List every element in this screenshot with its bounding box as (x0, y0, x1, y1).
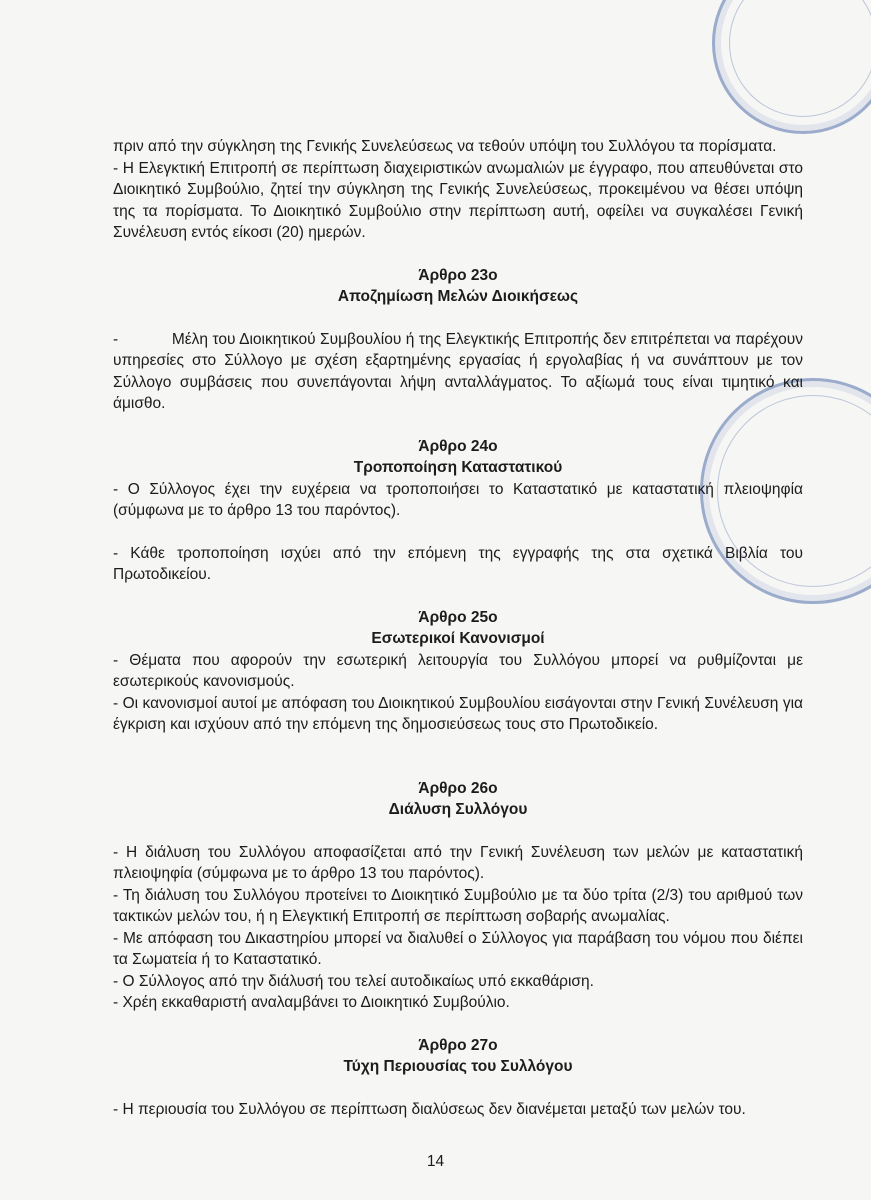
paragraph: - Χρέη εκκαθαριστή αναλαμβάνει το Διοικητικό Συμβούλιο. (113, 994, 510, 1011)
article-heading: Άρθρο 24ο (418, 437, 498, 455)
paragraph: - Η διάλυση του Συλλόγου αποφασίζεται από την Γενική Συνέλευση των μελών με καταστατική πλειοψηφία (σύμφωνα με το άρθρο 13 του παρόντος). (113, 843, 803, 882)
spacer (113, 1078, 803, 1099)
spacer (113, 244, 803, 265)
paragraph: - Η περιουσία του Συλλόγου σε περίπτωση διαλύσεως δεν διανέμεται μεταξύ των μελών του. (113, 1100, 746, 1118)
article-heading: Αποζημίωση Μελών Διοικήσεως (337, 288, 579, 305)
spacer (113, 1014, 803, 1035)
spacer (113, 821, 803, 842)
article-heading: Εσωτερικοί Κανονισμοί (371, 630, 545, 647)
article-heading: Διάλυση Συλλόγου (388, 801, 528, 818)
spacer (113, 308, 803, 329)
spacer (113, 736, 803, 757)
article-heading: Άρθρο 27ο (418, 1036, 498, 1054)
spacer (113, 522, 803, 543)
document-body (113, 136, 803, 1120)
paragraph: - Τη διάλυση του Συλλόγου προτείνει το Διοικητικό Συμβούλιο με τα δύο τρίτα (2/3) του αριθμού των τακτικών μελών του, ή η Ελεγκτική Επιτροπή σε περίπτωση σοβαρής ανωμαλίας. (113, 886, 803, 925)
page-number: 14 (426, 1153, 445, 1170)
paragraph: - Η Ελεγκτική Επιτροπή σε περίπτωση διαχειριστικών ανωμαλιών με έγγραφο, που απευθύνεται στο Διοικητικό Συμβούλιο, ζητεί την σύγκληση της Γενικής Συνελεύσεως, προκειμένου να θέσει υπόψη της τα πορίσματα. Το Διοικητικό Συμβούλιο στην περίπτωση αυτή, οφείλει να συγκαλέσει Γενική Συνέλευση εντός είκοσι (20) ημερών. (113, 159, 803, 241)
article-heading: Τύχη Περιουσίας του Συλλόγου (343, 1058, 573, 1075)
paragraph: πριν από την σύγκληση της Γενικής Συνελεύσεως να τεθούν υπόψη του Συλλόγου τα πορίσματα. (113, 138, 777, 155)
spacer (113, 415, 803, 436)
spacer (113, 757, 803, 778)
paragraph: - Μέλη του Διοικητικού Συμβουλίου ή της Ελεγκτικής Επιτροπής δεν επιτρέπεται να παρέχουν υπηρεσίες στο Σύλλογο με σχέση εξαρτημένης εργασίας ή εργολαβίας ή να συνάπτουν με τον Σύλλογο συμβάσεις που συνεπάγονται λήψη ανταλλάγματος. Το αξίωμά τους είναι τιμητικό και άμισθο. (113, 330, 803, 412)
paragraph: - Ο Σύλλογος έχει την ευχέρεια να τροποποιήσει το Καταστατικό με καταστατική πλειοψηφία (σύμφωνα με το άρθρο 13 του παρόντος). (113, 480, 803, 519)
article-heading: Άρθρο 23ο (418, 266, 498, 284)
paragraph: - Θέματα που αφορούν την εσωτερική λειτουργία του Συλλόγου μπορεί να ρυθμίζονται με εσωτερικούς κανονισμούς. (113, 651, 803, 690)
article-heading: Τροποποίηση Καταστατικού (353, 459, 563, 476)
paragraph: - Οι κανονισμοί αυτοί με απόφαση του Διοικητικού Συμβουλίου εισάγονται στην Γενική Συνέλευση για έγκριση και ισχύουν από την επόμενη της δημοσιεύσεως τους στο Πρωτοδικείο. (113, 694, 803, 733)
paragraph: - Κάθε τροποποίηση ισχύει από την επόμενη της εγγραφής της στα σχετικά Βιβλία του Πρωτοδικείου. (113, 544, 803, 583)
spacer (113, 586, 803, 607)
article-heading: Άρθρο 25ο (418, 608, 498, 626)
official-stamp (712, 0, 871, 134)
paragraph: - Με απόφαση του Δικαστηρίου μπορεί να διαλυθεί ο Σύλλογος για παράβαση του νόμου που διέπει τα Σωματεία ή το Καταστατικό. (113, 929, 803, 968)
article-heading: Άρθρο 26ο (418, 779, 498, 797)
paragraph: - Ο Σύλλογος από την διάλυσή του τελεί αυτοδικαίως υπό εκκαθάριση. (113, 972, 594, 990)
